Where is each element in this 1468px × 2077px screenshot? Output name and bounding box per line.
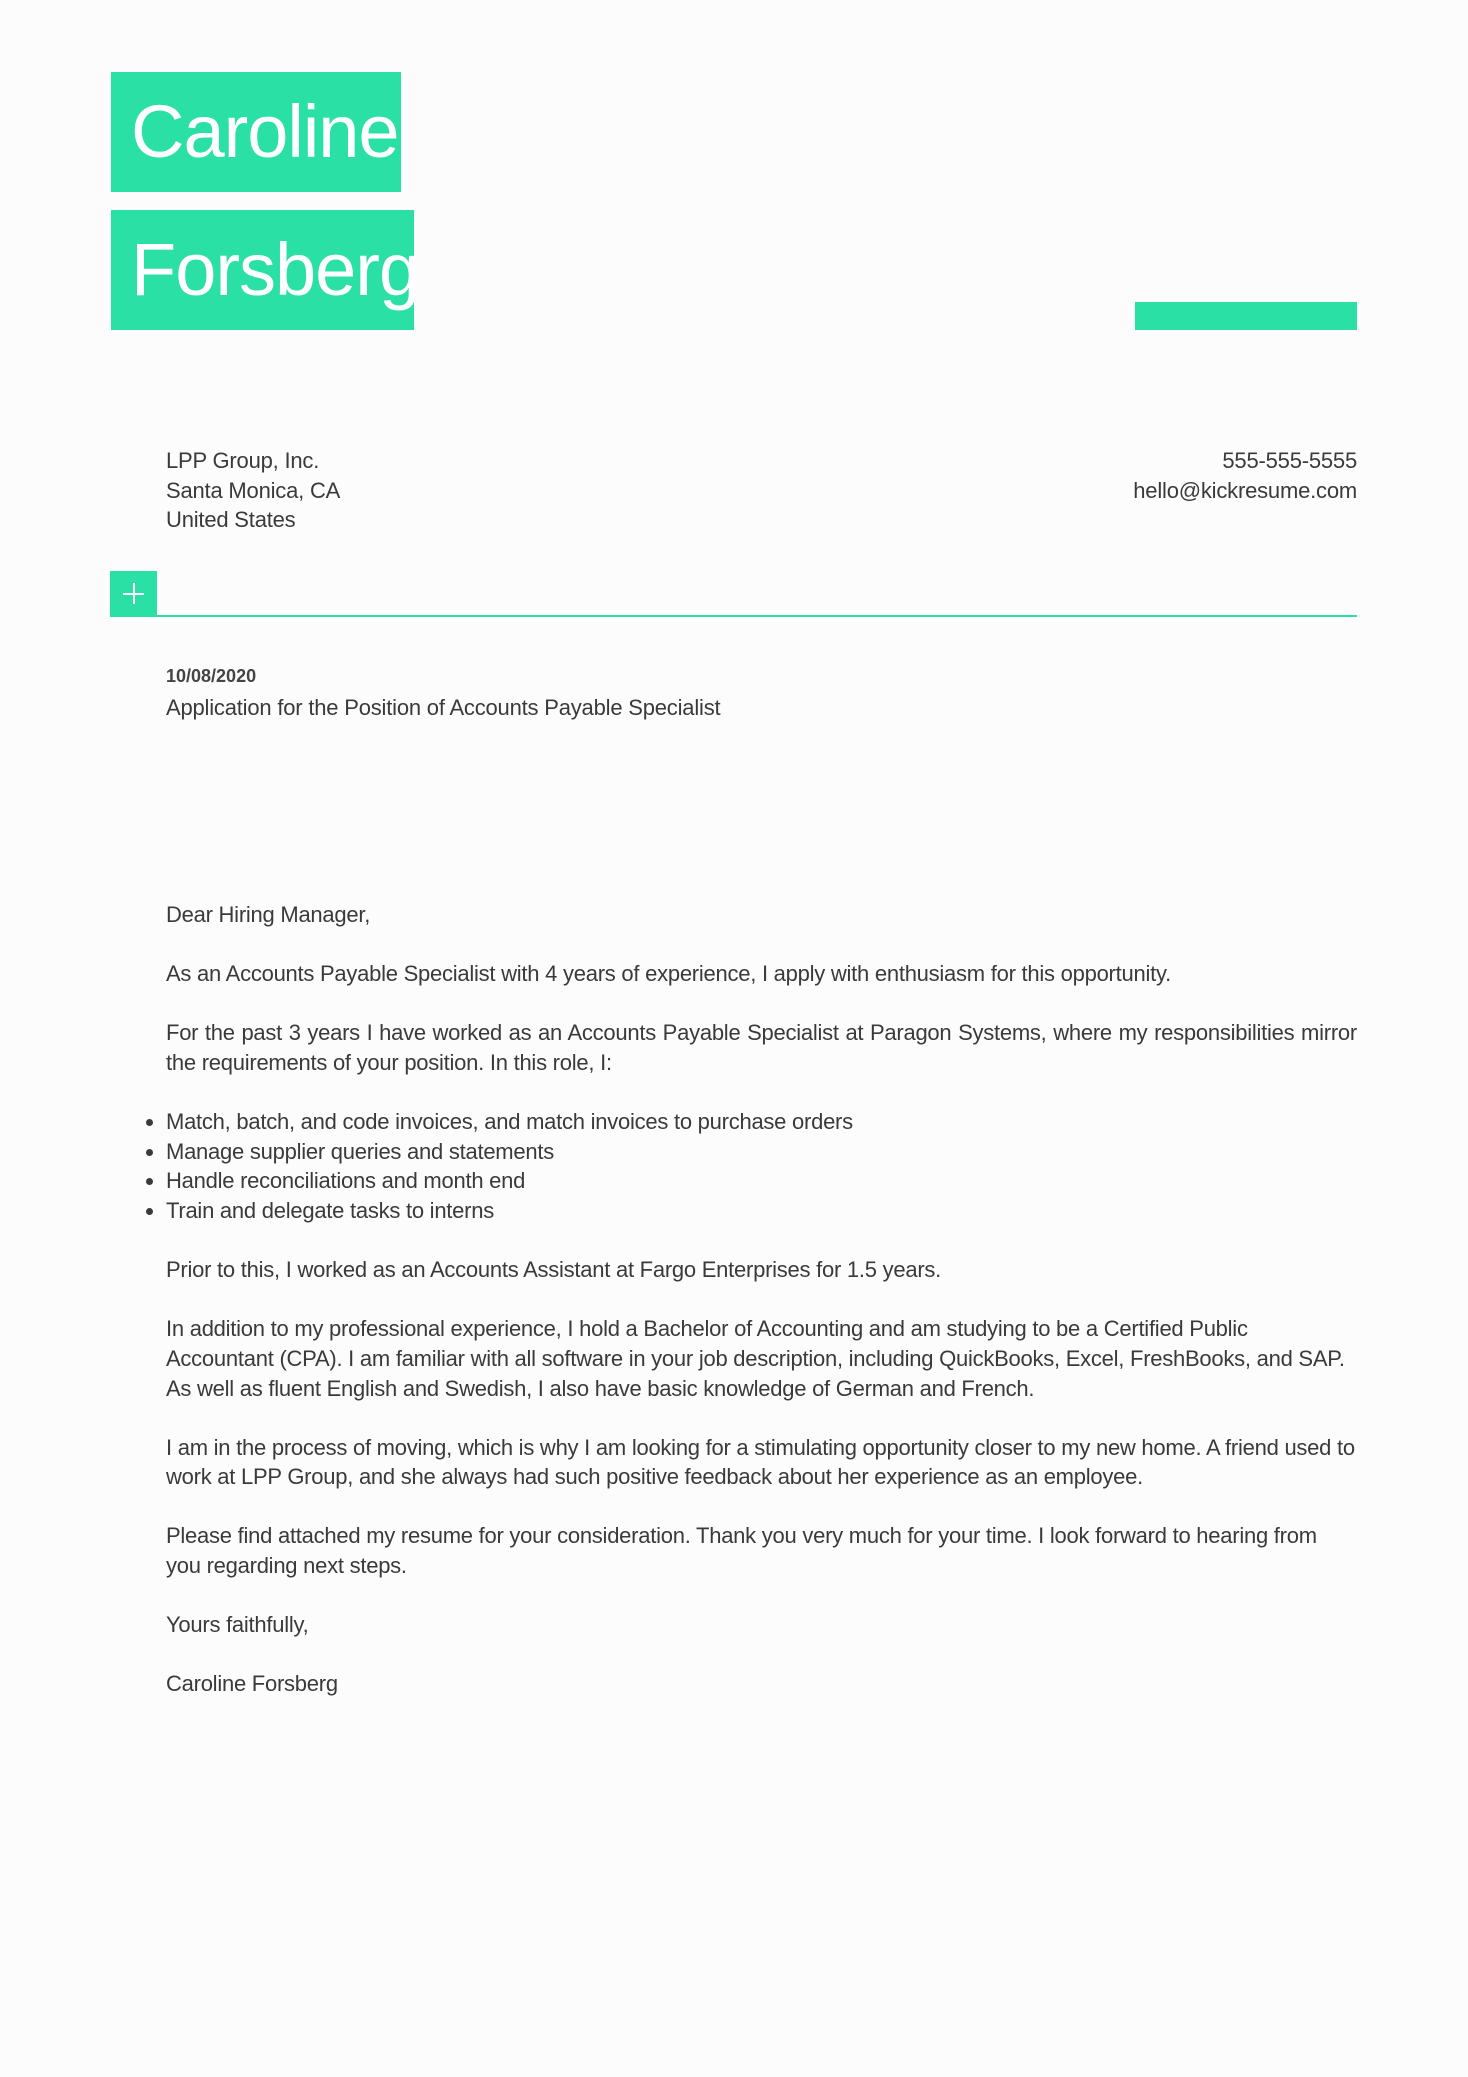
list-item: • Match, batch, and code invoices, and match invoices to purchase orders — [166, 1107, 1357, 1137]
letter-date: 10/08/2020 — [166, 666, 257, 686]
divider — [157, 615, 1357, 617]
paragraph: For the past 3 years I have worked as an Accounts Payable Specialist at Paragon Systems, where my responsibilities mirror the requirements of your position. In this role, I: — [166, 1020, 1357, 1075]
paragraph: I am in the process of moving, which is why I am looking for a stimulating opportunity closer to my new home. A friend used to work at LPP Group, and she always had such positive feedback about her experience as an employee. — [166, 1434, 1355, 1490]
list-item: • Manage supplier queries and statements — [166, 1137, 1357, 1167]
email: hello@kickresume.com — [1133, 477, 1357, 503]
recipient-address — [166, 446, 340, 535]
closing: Yours faithfully, — [166, 1612, 309, 1638]
accent-bar — [1135, 302, 1357, 330]
signature: Caroline Forsberg — [166, 1671, 338, 1697]
sender-contact — [1133, 446, 1357, 505]
recipient-country: United States — [166, 507, 296, 532]
plus-icon — [110, 571, 157, 617]
greeting: Dear Hiring Manager, — [166, 902, 371, 927]
phone: 555-555-5555 — [1222, 448, 1357, 473]
paragraph: Prior to this, I worked as an Accounts Assistant at Fargo Enterprises for 1.5 years. — [166, 1257, 942, 1283]
letter-subject: Application for the Position of Accounts Payable Specialist — [166, 695, 721, 720]
recipient-city: Santa Monica, CA — [166, 477, 341, 503]
last-name-banner: Forsberg — [111, 210, 414, 330]
list-item: • Train and delegate tasks to interns — [166, 1196, 1357, 1226]
paragraph: In addition to my professional experience, I hold a Bachelor of Accounting and am studying to be a Certified Public Accountant (CPA). I am familiar with all software in your job description, including QuickBooks, Excel, FreshBooks, and SAP. As well as fluent English and Swedish, I also have basic knowledge of German and French. — [166, 1316, 1345, 1401]
list-item: • Handle reconciliations and month end — [166, 1166, 1357, 1196]
responsibility-list — [142, 1107, 1357, 1225]
first-name-banner: Caroline — [111, 72, 401, 192]
paragraph: Please find attached my resume for your consideration. Thank you very much for your time. I look forward to hearing from you regarding next steps. — [166, 1523, 1317, 1579]
letter-body — [166, 900, 1357, 1729]
paragraph: As an Accounts Payable Specialist with 4 years of experience, I apply with enthusiasm for this opportunity. — [166, 961, 1171, 987]
recipient-company: LPP Group, Inc. — [166, 448, 320, 473]
